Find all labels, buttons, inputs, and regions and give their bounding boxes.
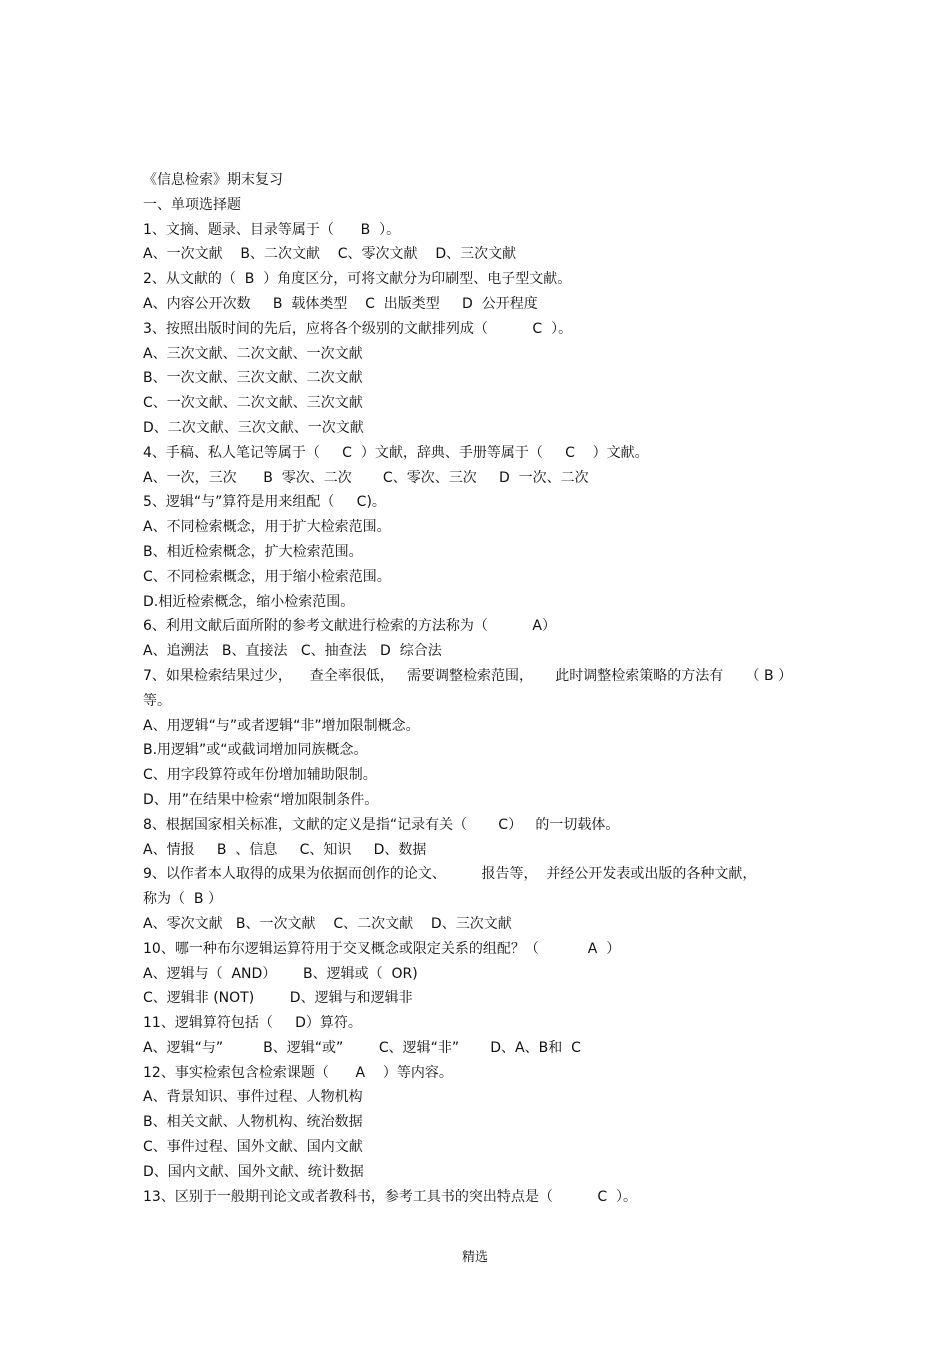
- text-line: C、一次文献、二次文献、三次文献: [143, 395, 363, 412]
- text-line: B、一次文献、三次文献、二次文献: [143, 370, 363, 387]
- page-footer: 精选: [461, 1250, 488, 1265]
- text-line: 9、以作者本人取得的成果为依据而创作的论文、 报告等， 并经公开发表或出版的各种文献，: [143, 866, 757, 883]
- text-line: A、一次文献 B、二次文献 C、零次文献 D、三次文献: [143, 246, 517, 263]
- text-line: 10、哪一种布尔逻辑运算符用于交叉概念或限定关系的组配？（ A ）: [143, 940, 621, 957]
- text-line: 称为（ B ）: [143, 891, 222, 908]
- text-line: 13、区别于一般期刊论文或者教科书，参考工具书的突出特点是（ C ）。: [143, 1188, 637, 1205]
- text-line: 一、单项选择题: [143, 196, 241, 213]
- text-line: A、背景知识、事件过程、人物机构: [143, 1089, 363, 1106]
- text-line: D、用”在结果中检索“增加限制条件。: [143, 791, 379, 808]
- text-line: C、不同检索概念，用于缩小检索范围。: [143, 568, 391, 585]
- text-line: A、情报 B 、信息 C、知识 D、数据: [143, 841, 427, 858]
- text-line: B、相关文献、人物机构、统治数据: [143, 1114, 363, 1131]
- text-line: B、相近检索概念，扩大检索范围。: [143, 543, 363, 560]
- text-line: 12、事实检索包含检索课题（ A ）等内容。: [143, 1064, 453, 1081]
- text-line: 1、文摘、题录、目录等属于（ B ）。: [143, 221, 401, 238]
- text-line: A、不同检索概念，用于扩大检索范围。: [143, 519, 391, 536]
- text-line: 6、利用文献后面所附的参考文献进行检索的方法称为（ A）: [143, 618, 556, 635]
- text-line: A、用逻辑“与”或者逻辑“非”增加限制概念。: [143, 717, 420, 734]
- text-line: A、三次文献、二次文献、一次文献: [143, 345, 363, 362]
- text-line: C、事件过程、国外文献、国内文献: [143, 1139, 363, 1156]
- text-line: 等。: [143, 692, 171, 709]
- text-line: D、二次文献、三次文献、一次文献: [143, 419, 364, 436]
- text-line: D.相近检索概念，缩小检索范围。: [143, 593, 355, 610]
- text-line: A、内容公开次数 B 载体类型 C 出版类型 D 公开程度: [143, 295, 538, 312]
- text-line: D、国内文献、国外文献、统计数据: [143, 1163, 364, 1180]
- text-line: A、逻辑“与” B、逻辑“或” C、逻辑“非” D、A、B和 C: [143, 1039, 581, 1056]
- text-line: 7、如果检索结果过少， 查全率很低， 需要调整检索范围， 此时调整检索策略的方法有 （ B ）: [143, 667, 793, 684]
- text-line: 5、逻辑“与”算符是用来组配（ C)。: [143, 494, 386, 511]
- text-line: A、逻辑与（ AND） B、逻辑或（ OR): [143, 965, 418, 982]
- text-line: C、用字段算符或年份增加辅助限制。: [143, 767, 377, 784]
- text-line: A、零次文献 B、一次文献 C、二次文献 D、三次文献: [143, 915, 512, 932]
- text-line: 8、根据国家相关标准，文献的定义是指“记录有关（ C） 的一切载体。: [143, 816, 620, 833]
- text-line: B.用逻辑”或“或截词增加同族概念。: [143, 742, 368, 759]
- text-line: A、追溯法 B、直接法 C、抽查法 D 综合法: [143, 643, 442, 660]
- text-line: 2、从文献的（ B ）角度区分，可将文献分为印刷型、电子型文献。: [143, 271, 572, 288]
- text-line: 《信息检索》期末复习: [143, 172, 283, 188]
- text-line: 11、逻辑算符包括（ D）算符。: [143, 1015, 362, 1032]
- text-line: C、逻辑非 (NOT) D、逻辑与和逻辑非: [143, 990, 413, 1007]
- document-body: [143, 168, 823, 1209]
- text-line: 3、按照出版时间的先后，应将各个级别的文献排列成（ C ）。: [143, 320, 573, 337]
- text-line: A、一次，三次 B 零次、二次 C、零次、三次 D 一次、二次: [143, 469, 589, 486]
- text-line: 4、手稿、私人笔记等属于（ C ）文献，辞典、手册等属于（ C ）文献。: [143, 444, 649, 461]
